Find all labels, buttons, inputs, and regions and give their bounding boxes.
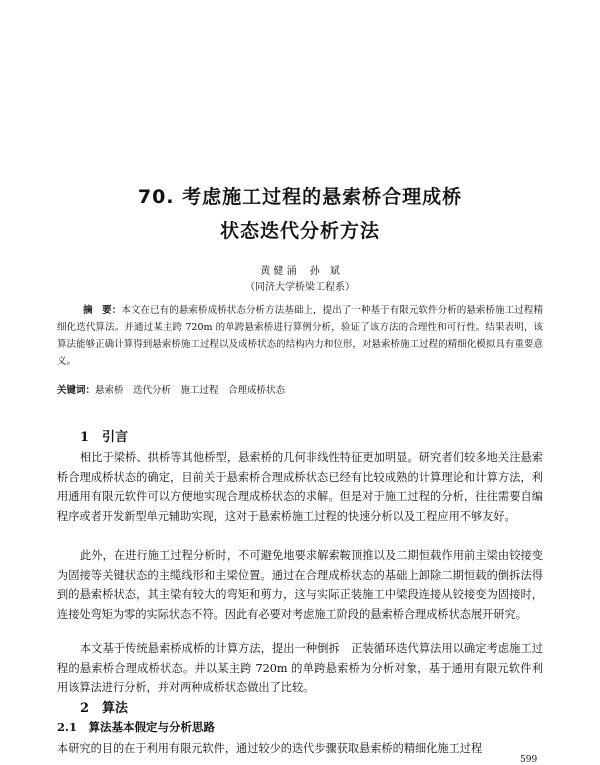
algorithm-paragraph-1: 本研究的目的在于利用有限元软件，通过较少的迭代步骤获取悬索桥的精细化施工过程 bbox=[57, 742, 483, 755]
intro-paragraph-3: 本文基于传统悬索桥成桥的计算方法，提出一种倒拆 正装循环迭代算法用以确定考虑施工过程的悬索桥合理成桥状态。并以某主跨 720m 的单跨悬索桥为分析对象，基于通用有限元软件利用该算法进行分析，并对两种成桥状态做出了比较。 bbox=[57, 642, 543, 694]
subsection-heading-2-1: 2.1 算法基本假定与分析思路 bbox=[57, 720, 216, 734]
affiliation: （同济大学桥梁工程系） bbox=[245, 282, 355, 293]
authors: 黄 健 涌 孙 斌 bbox=[260, 266, 340, 277]
abstract-text: 本文在已有的悬索桥成桥状态分析方法基础上，提出了一种基于有限元软件分析的悬索桥施工过程精细化迭代算法。并通过某主跨 720m 的单跨悬索桥进行算例分析，验证了该方法的合理性和可行性。结果表明，该算法能够正确计算得到悬索桥施工过程以及成桥状态的结构内力和位形，对悬索桥施工过程的精细化模拟具有重要意义。 bbox=[57, 305, 543, 367]
page-number: 599 bbox=[520, 755, 538, 765]
intro-paragraph-1: 相比于梁桥、拱桥等其他桥型，悬索桥的几何非线性特征更加明显。研究者们较多地关注悬索桥合理成桥状态的确定，目前关于悬索桥合理成桥状态已经有比较成熟的计算理论和计算方法，利用通用有限元软件可以方便地实现合理成桥状态的求解。但是对于施工过程的分析，往往需要自编程序或者开发新型单元辅助实现，这对于悬索桥施工过程的快速分析以及工程应用不够友好。 bbox=[57, 451, 543, 523]
keywords-text: 悬索桥 迭代分析 施工过程 合理成桥状态 bbox=[95, 385, 286, 396]
paper-title-line-1: 70. 考虑施工过程的悬索桥合理成桥 bbox=[137, 186, 463, 208]
keywords-label: 关键词： bbox=[57, 385, 96, 396]
paper-title-line-2: 状态迭代分析方法 bbox=[219, 220, 380, 242]
section-heading-algorithm: 2 算法 bbox=[80, 701, 129, 716]
section-heading-introduction: 1 引言 bbox=[80, 430, 129, 445]
intro-paragraph-2: 此外，在进行施工过程分析时，不可避免地要求解索鞍顶推以及二期恒载作用前主梁由铰接变为固接等关键状态的主缆线形和主梁位置。通过在合理成桥状态的基础上卸除二期恒载的倒拆法得到的悬索桥状态，其主梁有较大的弯矩和剪力，这与实际正装施工中梁段连接从铰接变为固接时，连接处弯矩为零的实际状态不符。因此有必要对考虑施工阶段的悬索桥合理成桥状态展开研究。 bbox=[57, 549, 543, 621]
keywords bbox=[57, 382, 543, 399]
abstract-label: 摘 要： bbox=[83, 305, 122, 316]
abstract bbox=[57, 302, 543, 370]
